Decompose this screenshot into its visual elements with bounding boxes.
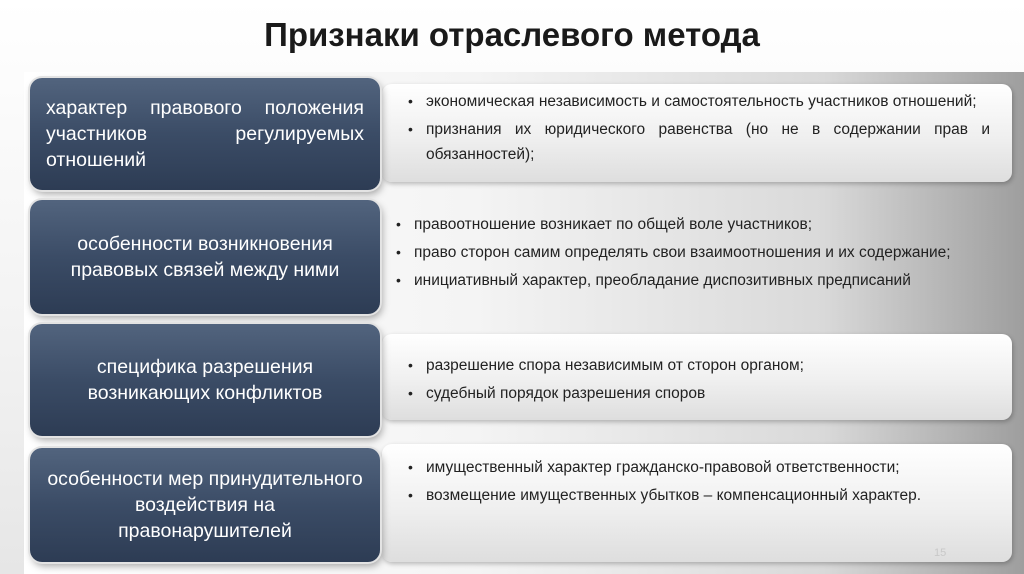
list-item: • признания их юридического равенства (но не в содержании прав и обязанностей); xyxy=(402,117,990,167)
list-item: • право сторон самим определять свои взаимоотношения и их содержание; xyxy=(390,240,968,265)
list-item: • экономическая независимость и самостоятельность участников отношений; xyxy=(402,89,990,114)
list-item: • правоотношение возникает по общей воле участников; xyxy=(390,212,968,237)
bullet-icon: • xyxy=(408,459,413,475)
row-1-label: характер правового положения участников регулируемых отношений xyxy=(30,78,380,190)
bullet-icon: • xyxy=(396,244,401,260)
bullet-icon: • xyxy=(396,272,401,288)
row-2-label: особенности возникновения правовых связей между ними xyxy=(30,200,380,314)
row-4-details xyxy=(382,444,1012,562)
bullet-icon: • xyxy=(396,216,401,232)
row-3-label: специфика разрешения возникающих конфликтов xyxy=(30,324,380,436)
row-2-details xyxy=(376,202,986,338)
page-number: 15 xyxy=(934,547,947,559)
list-item: • судебный порядок разрешения споров xyxy=(402,381,990,406)
row-2-list xyxy=(390,212,968,293)
bullet-icon: • xyxy=(408,357,413,373)
row-3-list xyxy=(402,353,990,406)
list-item: • инициативный характер, преобладание диспозитивных предписаний xyxy=(390,268,968,293)
bullet-icon: • xyxy=(408,487,413,503)
row-3-details xyxy=(382,334,1012,420)
row-4-label: особенности мер принудительного воздействия на правонарушителей xyxy=(30,448,380,562)
slide-title: Признаки отраслевого метода xyxy=(264,16,760,53)
row-1-details xyxy=(382,84,1012,182)
list-item: • имущественный характер гражданско-правовой ответственности; xyxy=(402,455,990,480)
row-4-list xyxy=(402,455,990,508)
list-item: • возмещение имущественных убытков – компенсационный характер. xyxy=(402,483,990,508)
bullet-icon: • xyxy=(408,385,413,401)
bullet-icon: • xyxy=(408,121,413,137)
list-item: • разрешение спора независимым от сторон органом; xyxy=(402,353,990,378)
bullet-icon: • xyxy=(408,93,413,109)
row-1-list xyxy=(402,89,990,167)
